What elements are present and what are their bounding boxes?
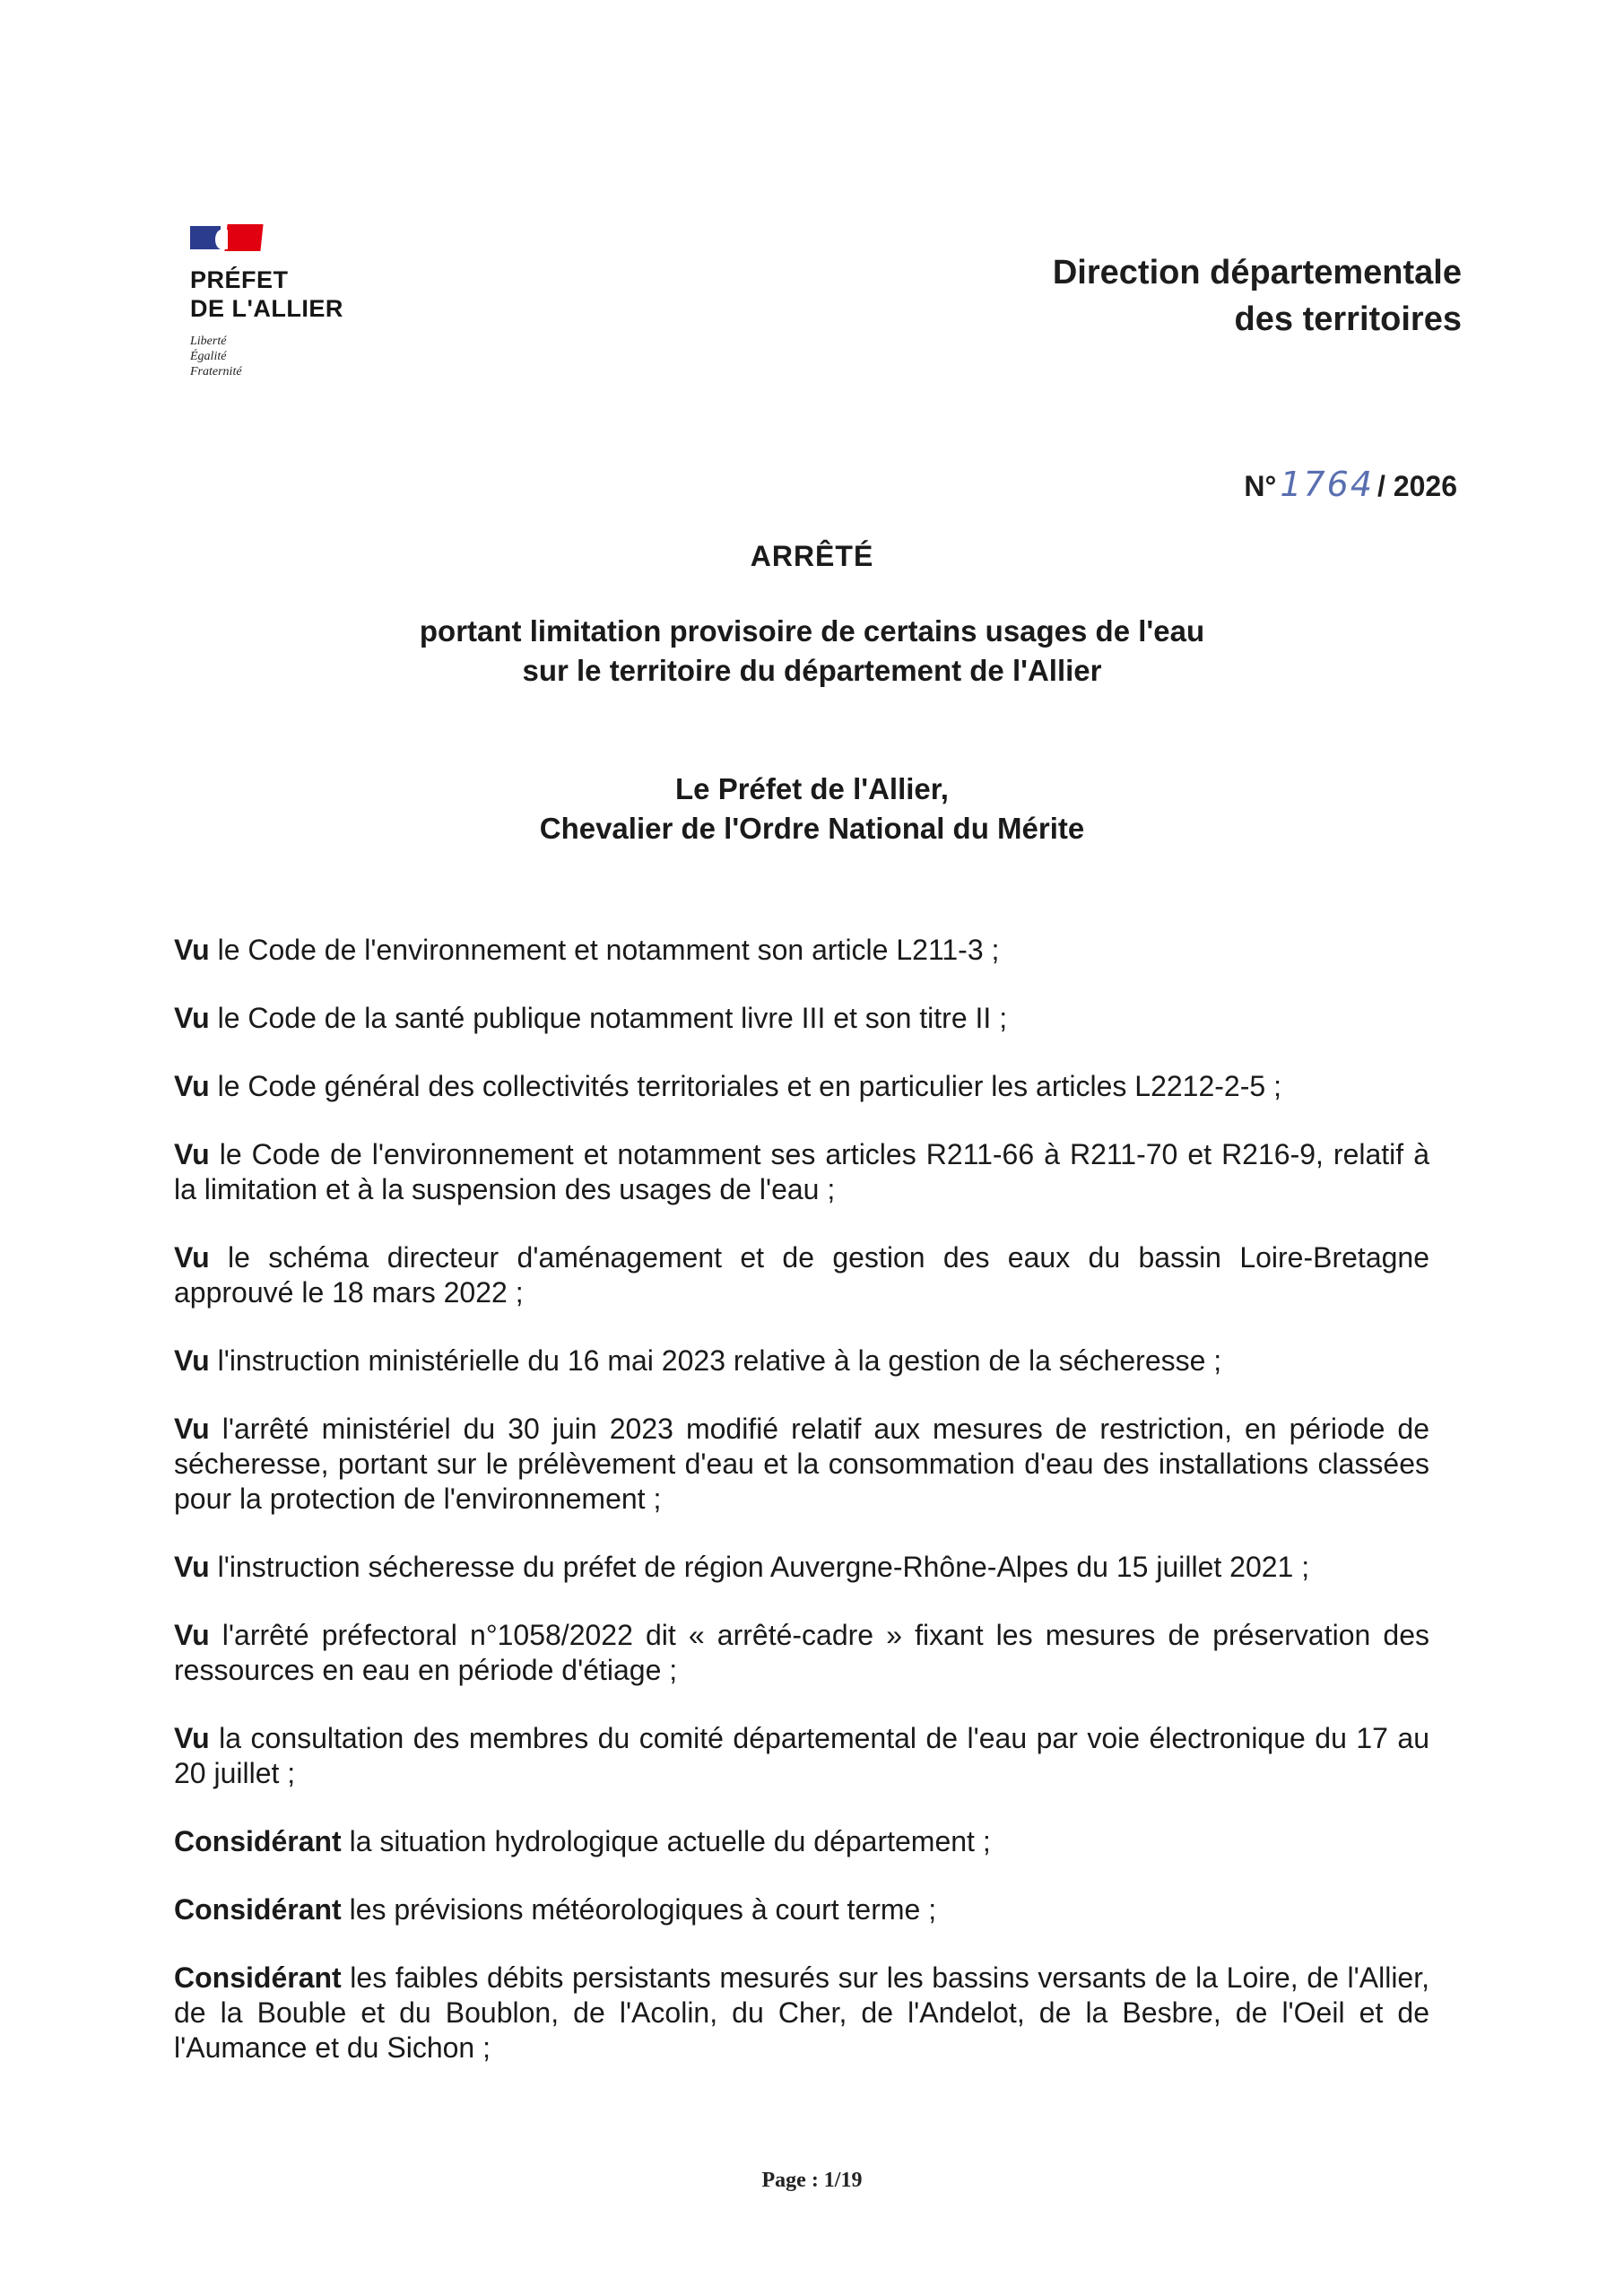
subject-line-2: sur le territoire du département de l'Allier <box>522 654 1102 687</box>
visa-paragraph: Vu l'arrêté ministériel du 30 juin 2023 modifié relatif aux mesures de restriction, en période de sécheresse, portant sur le prélèvement d'eau et la consommation d'eau des installations classées pour la protection de l'environnement ; <box>174 1413 1429 1515</box>
prefecture-logo <box>190 224 369 379</box>
visa-paragraph: Vu la consultation des membres du comité départemental de l'eau par voie électronique du 17 au 20 juillet ; <box>174 1722 1429 1789</box>
number-suffix: / 2026 <box>1377 470 1457 502</box>
visas-list <box>174 933 1429 2099</box>
direction-line-2: des territoires <box>1234 300 1462 338</box>
visa-paragraph: Vu le Code de l'environnement et notamment son article L211-3 ; <box>174 934 1000 966</box>
visa-paragraph: Vu l'instruction sécheresse du préfet de région Auvergne-Rhône-Alpes du 15 juillet 2021 ; <box>174 1551 1310 1583</box>
visa-paragraph: Vu l'instruction ministérielle du 16 mai 2023 relative à la gestion de la sécheresse ; <box>174 1344 1222 1377</box>
logo-line-1: PRÉFET <box>190 266 289 293</box>
handwritten-number: 1764 <box>1280 465 1375 504</box>
devise <box>190 334 369 379</box>
devise-liberte: Liberté <box>190 335 227 348</box>
logo-line-2: DE L'ALLIER <box>190 295 343 322</box>
considerant-paragraph: Considérant les faibles débits persistants mesurés sur les bassins versants de la Loire, de l'Allier, de la Bouble et du Boublon, de l'Acolin, du Cher, de l'Andelot, de la Besbre, de l'Oeil et de l'Aumance et du Sichon ; <box>174 1961 1429 2064</box>
direction-line-1: Direction départementale <box>1052 254 1462 291</box>
authority-line-2: Chevalier de l'Ordre National du Mérite <box>539 812 1085 845</box>
document-subject <box>0 612 1624 691</box>
marianne-flag-icon <box>190 224 262 253</box>
authority-line-1: Le Préfet de l'Allier, <box>675 772 949 805</box>
visa-paragraph: Vu le Code de l'environnement et notamment ses articles R211-66 à R211-70 et R216-9, relatif à la limitation et à la suspension des usages de l'eau ; <box>174 1138 1429 1205</box>
issuing-direction <box>1053 249 1462 343</box>
subject-line-1: portant limitation provisoire de certains usages de l'eau <box>419 614 1205 648</box>
number-prefix: N° <box>1244 470 1277 502</box>
arrete-number <box>1244 466 1457 504</box>
document-title: ARRÊTÉ <box>750 540 874 572</box>
issuing-authority <box>0 770 1624 848</box>
visa-paragraph: Vu l'arrêté préfectoral n°1058/2022 dit « arrêté-cadre » fixant les mesures de préservation des ressources en eau en période d'étiage ; <box>174 1619 1429 1686</box>
page-number: Page : 1/19 <box>761 2169 863 2192</box>
visa-paragraph: Vu le Code de la santé publique notamment livre III et son titre II ; <box>174 1002 1008 1034</box>
considerant-paragraph: Considérant les prévisions météorologiques à court terme ; <box>174 1893 937 1926</box>
considerant-paragraph: Considérant la situation hydrologique actuelle du département ; <box>174 1825 991 1857</box>
visa-paragraph: Vu le Code général des collectivités territoriales et en particulier les articles L2212-2-5 ; <box>174 1070 1281 1102</box>
devise-fraternite: Fraternité <box>190 365 242 378</box>
devise-egalite: Égalité <box>190 350 227 363</box>
visa-paragraph: Vu le schéma directeur d'aménagement et de gestion des eaux du bassin Loire-Bretagne approuvé le 18 mars 2022 ; <box>174 1241 1429 1309</box>
